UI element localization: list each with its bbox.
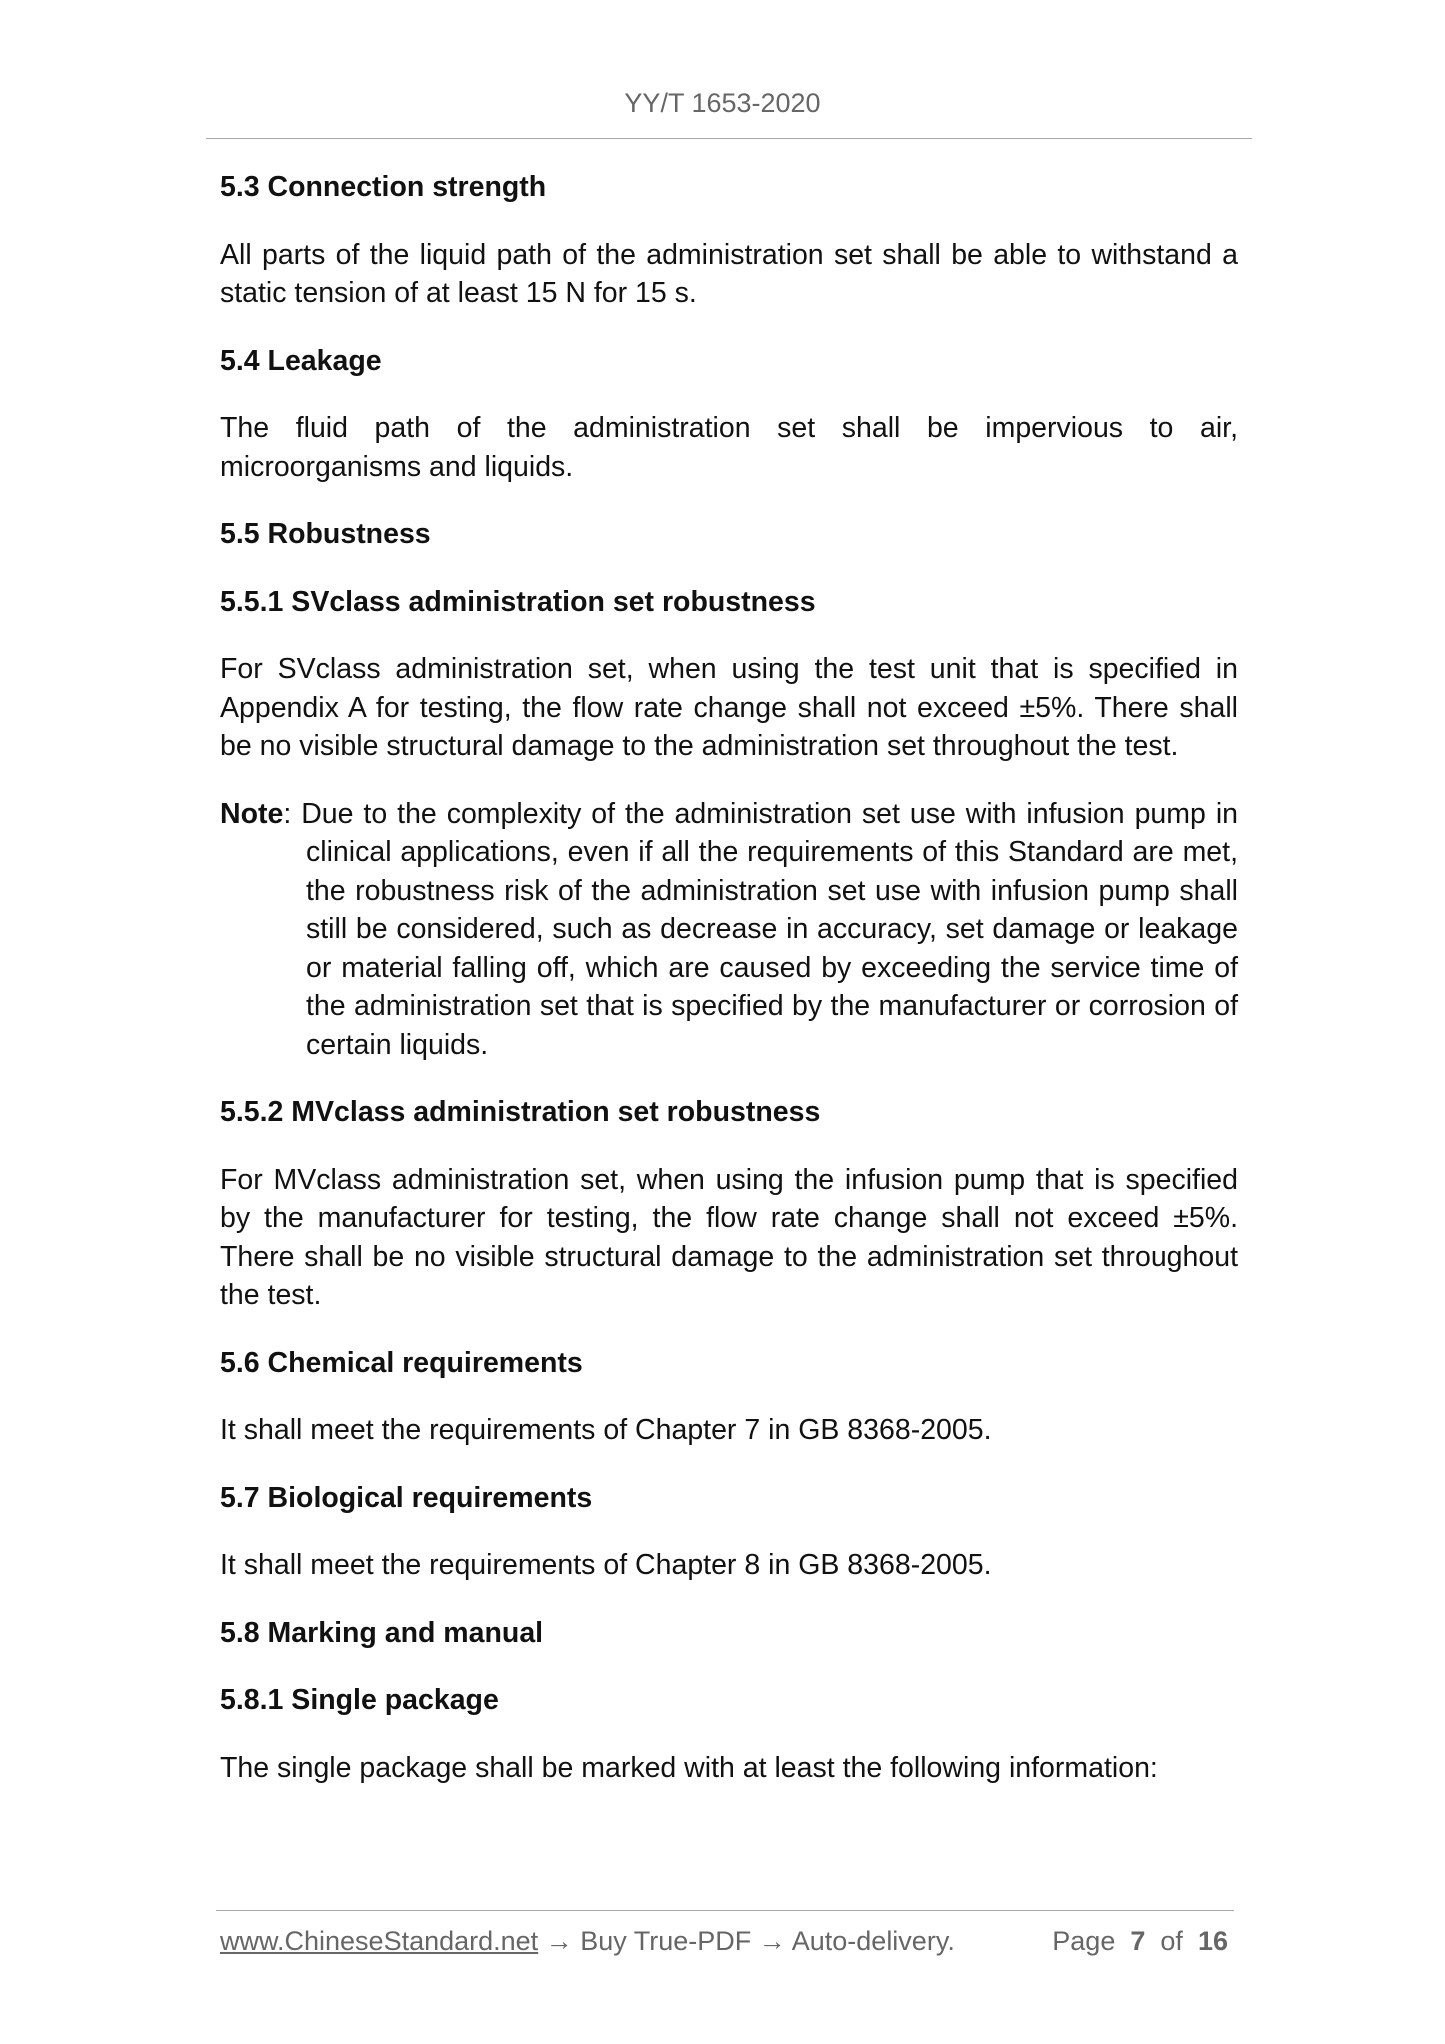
section-heading: 5.6 Chemical requirements bbox=[220, 1346, 583, 1379]
header-divider bbox=[206, 138, 1252, 139]
paragraph: The fluid path of the administration set shall be impervious to air, microorganisms and liquids. bbox=[220, 412, 1238, 483]
footer-promo: → Buy True-PDF → Auto-delivery. bbox=[538, 1926, 955, 1956]
document-body bbox=[220, 168, 1238, 1816]
page-total: 16 bbox=[1197, 1926, 1228, 1956]
section-heading: 5.7 Biological requirements bbox=[220, 1481, 593, 1514]
paragraph: The single package shall be marked with at least the following information: bbox=[220, 1751, 1158, 1784]
section-heading: 5.5 Robustness bbox=[220, 518, 431, 550]
section-heading: 5.8.1 Single package bbox=[220, 1684, 499, 1716]
site-link[interactable]: www.ChineseStandard.net bbox=[220, 1926, 539, 1956]
page-current: 7 bbox=[1130, 1926, 1146, 1956]
paragraph: For MVclass administration set, when using the infusion pump that is specified by the manufacturer for testing, the flow rate change shall not exceed ±5%. There shall be no visible structural damage to the administration set throughout the test. bbox=[220, 1163, 1238, 1311]
section-heading: 5.5.2 MVclass administration set robustness bbox=[220, 1096, 821, 1128]
section-heading: 5.8 Marking and manual bbox=[220, 1616, 544, 1649]
page-of: of bbox=[1160, 1926, 1183, 1956]
section-heading: 5.4 Leakage bbox=[220, 344, 382, 377]
page-label: Page bbox=[1052, 1926, 1116, 1956]
note-text: : Due to the complexity of the administration set use with infusion pump in clinical applications, even if all the requirements of this Standard are met, the robustness risk of the administration set use with infusion pump shall still be considered, such as decrease in accuracy, set damage or leakage or material falling off, which are caused by exceeding the service time of the administration set that is specified by the manufacturer or corrosion of certain liquids. bbox=[283, 797, 1238, 1061]
section-heading: 5.5.1 SVclass administration set robustness bbox=[220, 585, 816, 618]
paragraph: All parts of the liquid path of the administration set shall be able to withstand a static tension of at least 15 N for 15 s. bbox=[220, 238, 1238, 309]
footer-divider bbox=[216, 1910, 1234, 1911]
page-indicator bbox=[1052, 1926, 1228, 1957]
section-heading: 5.3 Connection strength bbox=[220, 171, 547, 203]
note-block bbox=[220, 795, 1238, 1065]
page-footer bbox=[220, 1926, 1228, 1957]
note-label: Note bbox=[220, 797, 284, 830]
paragraph: For SVclass administration set, when using the test unit that is specified in Appendix A for testing, the flow rate change shall not exceed ±5%. There shall be no visible structural damage to the administration set throughout the test. bbox=[220, 653, 1238, 762]
paragraph: It shall meet the requirements of Chapter 8 in GB 8368-2005. bbox=[220, 1549, 992, 1581]
page-header-title: YY/T 1653-2020 bbox=[624, 88, 821, 118]
paragraph: It shall meet the requirements of Chapter 7 in GB 8368-2005. bbox=[220, 1414, 992, 1446]
